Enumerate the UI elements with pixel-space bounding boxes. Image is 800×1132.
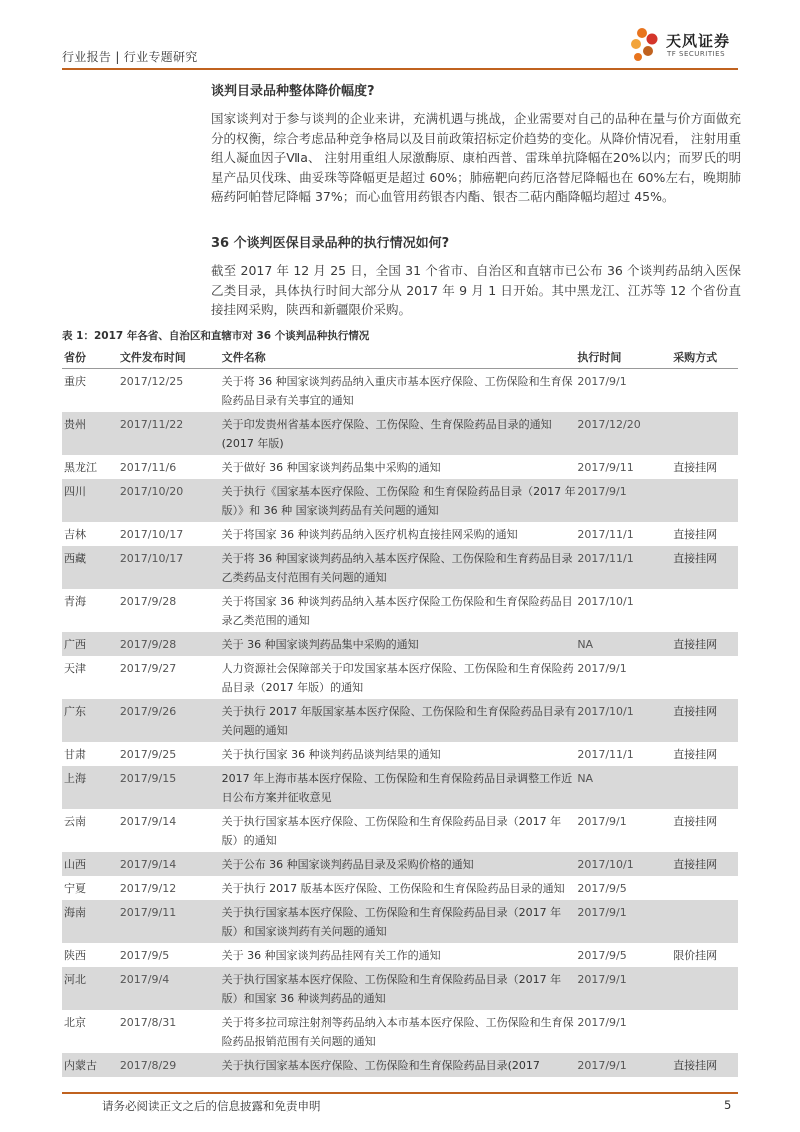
- section-heading: 36 个谈判医保目录品种的执行情况如何?: [211, 236, 450, 251]
- cell-procurement: 直接挂网: [673, 1053, 738, 1077]
- header-title: 行业报告 | 行业专题研究: [62, 50, 198, 64]
- cell-province: 甘肃: [64, 748, 86, 761]
- table-row: [62, 455, 738, 479]
- column-header: 文件发布时间: [120, 346, 222, 369]
- cell-province: 云南: [64, 815, 86, 828]
- cell-province: 广东: [62, 699, 120, 742]
- cell-effective-date: 2017/9/1: [577, 479, 673, 522]
- cell-procurement: 直接挂网: [673, 546, 738, 589]
- section-paragraph: 国家谈判对于参与谈判的企业来讲，充满机遇与挑战，企业需要对自己的品种在量与价方面做充分的权衡，综合考虑品种竞争格局以及目前政策招标定价趋势的变化。从降价情况看， 注射用重组人凝血因子Ⅶa、 注射用重组人尿激酶原、康柏西普、雷珠单抗降幅在20%以内；而罗氏的明星产品贝伐珠、曲妥珠等降幅更是超过 60%；肺癌靶向药厄洛替尼降幅也在 60%左右，晚期肺癌药阿帕替尼降幅 37%；而心血管用药银杏内酯、银杏二萜内酯降幅均超过 45%。: [211, 111, 741, 204]
- cell-procurement: 直接挂网: [673, 528, 718, 541]
- cell-effective-date: 2017/9/1: [577, 1016, 627, 1029]
- column-header: 执行时间: [577, 346, 673, 369]
- cell-procurement: 直接挂网: [673, 748, 718, 761]
- cell-procurement: [673, 656, 738, 699]
- table-row: [62, 766, 738, 809]
- cell-document-name: 关于将 36 种国家谈判药品纳入重庆市基本医疗保险、工伤保险和生育保险药品目录有关事宜的通知: [221, 375, 573, 407]
- table-row: [62, 852, 738, 876]
- table-row: [62, 900, 738, 943]
- cell-procurement: [673, 479, 738, 522]
- cell-effective-date: NA: [577, 766, 673, 809]
- cell-province: 山西: [62, 852, 120, 876]
- section-execution: [211, 232, 741, 320]
- cell-province: 河北: [62, 967, 120, 1010]
- cell-effective-date: 2017/9/1: [577, 900, 673, 943]
- cell-document-name: 2017 年上海市基本医疗保险、工伤保险和生育保险药品目录调整工作近日公布方案并征收意见: [222, 766, 578, 809]
- table-row: [62, 656, 738, 699]
- cell-document-name: 关于执行国家基本医疗保险、工伤保险和生育保险药品目录(2017: [222, 1053, 578, 1077]
- cell-publish-date: 2017/9/27: [119, 662, 177, 675]
- cell-document-name: 关于 36 种国家谈判药品集中采购的通知: [222, 632, 578, 656]
- cell-province: 贵州: [62, 412, 120, 455]
- cell-procurement: [673, 766, 738, 809]
- table-row: [62, 632, 738, 656]
- cell-effective-date: 2017/10/1: [577, 595, 634, 608]
- cell-document-name: 关于公布 36 种国家谈判药品目录及采购价格的通知: [222, 852, 578, 876]
- cell-document-name: 关于执行国家 36 种谈判药品谈判结果的通知: [221, 748, 441, 761]
- cell-effective-date: NA: [577, 632, 673, 656]
- cell-publish-date: 2017/10/17: [120, 546, 222, 589]
- cell-effective-date: 2017/9/1: [577, 815, 627, 828]
- table-row: [62, 1053, 738, 1077]
- cell-publish-date: 2017/11/6: [119, 461, 177, 474]
- cell-publish-date: 2017/8/29: [120, 1053, 222, 1077]
- cell-province: 西藏: [62, 546, 120, 589]
- cell-document-name: 关于执行《国家基本医疗保险、工伤保险 和生育保险药品目录（2017 年版）》和 36 种 国家谈判药品有关问题的通知: [222, 479, 578, 522]
- section-heading: 谈判目录品种整体降价幅度?: [211, 84, 375, 99]
- table-row: [62, 546, 738, 589]
- cell-publish-date: 2017/9/11: [120, 900, 222, 943]
- cell-province: 上海: [62, 766, 120, 809]
- cell-effective-date: 2017/9/11: [577, 461, 634, 474]
- cell-procurement: 限价挂网: [673, 949, 718, 962]
- cell-publish-date: 2017/9/25: [119, 748, 177, 761]
- cell-province: 青海: [64, 595, 86, 608]
- table-row: [62, 369, 738, 413]
- cell-effective-date: 2017/10/1: [577, 852, 673, 876]
- cell-effective-date: 2017/10/1: [577, 699, 673, 742]
- table-row: [62, 699, 738, 742]
- cell-document-name: 关于执行 2017 年版国家基本医疗保险、工伤保险和生育保险药品目录有关问题的通知: [222, 699, 578, 742]
- cell-document-name: 关于执行国家基本医疗保险、工伤保险和生育保险药品目录（2017 年版）和国家谈判药有关问题的通知: [222, 900, 578, 943]
- cell-effective-date: 2017/9/5: [577, 882, 627, 895]
- cell-publish-date: 2017/9/15: [120, 766, 222, 809]
- cell-procurement: 直接挂网: [673, 852, 738, 876]
- cell-province: 海南: [62, 900, 120, 943]
- cell-document-name: 关于 36 种国家谈判药品挂网有关工作的通知: [221, 949, 441, 962]
- cell-publish-date: 2017/9/14: [119, 815, 177, 828]
- cell-province: 内蒙古: [62, 1053, 120, 1077]
- logo-text: 天风证券: [666, 32, 731, 50]
- section-price-cut: [211, 80, 741, 207]
- table-row: [62, 943, 738, 967]
- cell-document-name: 关于执行国家基本医疗保险、工伤保险和生育保险药品目录（2017 年版）的通知: [221, 815, 562, 847]
- table-row: [62, 967, 738, 1010]
- cell-effective-date: 2017/9/1: [577, 967, 673, 1010]
- column-header: 采购方式: [673, 346, 738, 369]
- footer-rule: [62, 1092, 738, 1094]
- cell-document-name: 关于将多拉司琼注射剂等药品纳入本市基本医疗保险、工伤保险和生育保险药品报销范围有关问题的通知: [221, 1016, 574, 1048]
- cell-document-name: 人力资源社会保障部关于印发国家基本医疗保险、工伤保险和生育保险药品目录（2017 年版）的通知: [221, 662, 574, 694]
- cell-publish-date: 2017/9/28: [119, 595, 177, 608]
- table-row: [62, 412, 738, 455]
- cell-effective-date: 2017/11/1: [577, 528, 634, 541]
- cell-effective-date: 2017/11/1: [577, 748, 634, 761]
- cell-document-name: 关于执行国家基本医疗保险、工伤保险和生育保险药品目录（2017 年版）和国家 36 种谈判药品的通知: [222, 967, 578, 1010]
- column-header: 文件名称: [222, 346, 578, 369]
- cell-province: 吉林: [64, 528, 86, 541]
- logo-subtitle: TF SECURITIES: [667, 50, 726, 58]
- cell-effective-date: 2017/9/1: [577, 662, 627, 675]
- cell-publish-date: 2017/11/22: [120, 412, 222, 455]
- column-header: 省份: [62, 346, 120, 369]
- cell-document-name: 关于印发贵州省基本医疗保险、工伤保险、生育保险药品目录的通知(2017 年版): [222, 412, 578, 455]
- cell-province: 天津: [64, 662, 86, 675]
- table-header-row: [62, 346, 738, 369]
- cell-procurement: [673, 412, 738, 455]
- cell-procurement: 直接挂网: [673, 699, 738, 742]
- cell-procurement: [673, 1010, 738, 1053]
- cell-province: 黑龙江: [64, 461, 97, 474]
- table-row: [62, 742, 738, 766]
- cell-publish-date: 2017/9/5: [119, 949, 170, 962]
- cell-province: 四川: [62, 479, 120, 522]
- cell-document-name: 关于将 36 种国家谈判药品纳入基本医疗保险、工伤保险和生育药品目录乙类药品支付范围有关问题的通知: [222, 546, 578, 589]
- cell-document-name: 关于将国家 36 种谈判药品纳入基本医疗保险工伤保险和生育保险药品目录乙类范围的通知: [221, 595, 573, 627]
- cell-province: 重庆: [64, 375, 86, 388]
- cell-province: 广西: [62, 632, 120, 656]
- cell-province: 陕西: [64, 949, 86, 962]
- cell-publish-date: 2017/9/14: [120, 852, 222, 876]
- cell-publish-date: 2017/9/12: [119, 882, 177, 895]
- section-paragraph: 截至 2017 年 12 月 25 日，全国 31 个省市、自治区和直辖市已公布 36 个谈判药品纳入医保乙类目录，具体执行时间大部分从 2017 年 9 月 1 日开始。其中黑龙江、江苏等 12 个省份直接挂网采购，陕西和新疆限价采购。: [211, 263, 741, 317]
- table-caption: 表 1：2017 年各省、自治区和直辖市对 36 个谈判品种执行情况: [62, 330, 370, 342]
- cell-procurement: [673, 876, 738, 900]
- cell-effective-date: 2017/9/1: [577, 1053, 673, 1077]
- cell-procurement: [673, 589, 738, 632]
- cell-effective-date: 2017/11/1: [577, 546, 673, 589]
- cell-procurement: [673, 369, 738, 413]
- table-row: [62, 589, 738, 632]
- cell-publish-date: 2017/9/26: [120, 699, 222, 742]
- execution-table: [62, 346, 738, 1077]
- footer-disclaimer: 请务必阅读正文之后的信息披露和免责申明: [102, 1099, 321, 1113]
- cell-procurement: [673, 900, 738, 943]
- cell-procurement: 直接挂网: [673, 632, 738, 656]
- table-row: [62, 809, 738, 852]
- cell-effective-date: 2017/9/1: [577, 375, 627, 388]
- cell-effective-date: 2017/9/5: [577, 949, 627, 962]
- cell-province: 宁夏: [64, 882, 86, 895]
- cell-procurement: [673, 967, 738, 1010]
- cell-publish-date: 2017/9/4: [120, 967, 222, 1010]
- page-number: 5: [724, 1098, 732, 1112]
- cell-publish-date: 2017/12/25: [119, 375, 184, 388]
- cell-procurement: 直接挂网: [673, 461, 718, 474]
- cell-publish-date: 2017/9/28: [120, 632, 222, 656]
- cell-publish-date: 2017/10/17: [119, 528, 184, 541]
- cell-procurement: 直接挂网: [673, 815, 718, 828]
- table-row: [62, 1010, 738, 1053]
- table-row: [62, 479, 738, 522]
- cell-publish-date: 2017/8/31: [119, 1016, 177, 1029]
- cell-effective-date: 2017/12/20: [577, 412, 673, 455]
- cell-document-name: 关于做好 36 种国家谈判药品集中采购的通知: [221, 461, 441, 474]
- table-row: [62, 522, 738, 546]
- table-row: [62, 876, 738, 900]
- cell-document-name: 关于将国家 36 种谈判药品纳入医疗机构直接挂网采购的通知: [221, 528, 518, 541]
- cell-publish-date: 2017/10/20: [120, 479, 222, 522]
- header-rule: [62, 68, 738, 70]
- cell-document-name: 关于执行 2017 版基本医疗保险、工伤保险和生育保险药品目录的通知: [221, 882, 565, 895]
- cell-province: 北京: [64, 1016, 86, 1029]
